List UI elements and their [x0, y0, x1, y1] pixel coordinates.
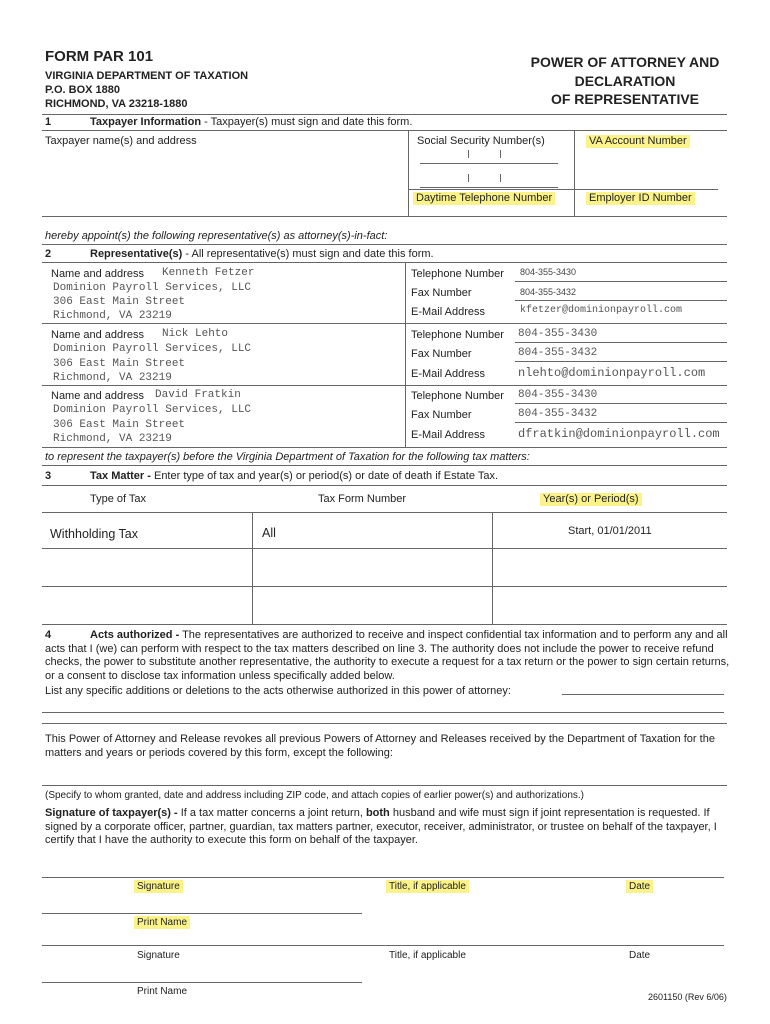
section2-number: 2: [45, 248, 52, 260]
form-title: [500, 53, 750, 109]
section3-instruction: Enter type of tax and year(s) or period(s) or date of death if Estate Tax.: [150, 470, 499, 482]
rep1-name-label: Name and address: [51, 268, 144, 280]
rep2-tel-label: Telephone Number: [411, 329, 504, 341]
agency-name: VIRGINIA DEPARTMENT OF TAXATION: [45, 70, 249, 82]
section2-heading-line: [90, 248, 434, 261]
title-label-1: Title, if applicable: [386, 880, 469, 893]
print-name-label-1: Print Name: [134, 916, 190, 929]
form-id: FORM PAR 101: [45, 48, 154, 65]
ssn-field[interactable]: [420, 150, 558, 190]
represent-text: to represent the taxpayer(s) before the Virginia Department of Taxation for the following tax matters:: [45, 451, 530, 463]
form-title-line2: DECLARATION: [574, 72, 676, 89]
tax-type-cell[interactable]: Withholding Tax: [50, 527, 139, 541]
rep3-city: Richmond, VA 23219: [53, 433, 172, 445]
date-label-2: Date: [629, 950, 651, 961]
rep2-company: Dominion Payroll Services, LLC: [53, 343, 252, 355]
rep1-tel[interactable]: 804-355-3430: [520, 267, 577, 277]
section3-number: 3: [45, 470, 52, 482]
rep1-email[interactable]: kfetzer@dominionpayroll.com: [520, 305, 683, 316]
rep2-city: Richmond, VA 23219: [53, 372, 172, 384]
rep3-name: David Fratkin: [155, 389, 241, 401]
title-label-2: Title, if applicable: [389, 950, 466, 961]
signature-line-1[interactable]: [42, 855, 724, 877]
section2-instruction: - All representative(s) must sign and date this form.: [182, 248, 434, 260]
section4-text: [45, 629, 730, 683]
rep1-email-label: E-Mail Address: [411, 306, 485, 318]
rep3-tel-label: Telephone Number: [411, 390, 504, 402]
form-title-line1: POWER OF ATTORNEY AND: [530, 54, 720, 70]
rep1-fax-label: Fax Number: [411, 287, 472, 299]
rep2-name-label: Name and address: [51, 329, 144, 341]
tax-period-cell[interactable]: Start, 01/01/2011: [568, 525, 652, 537]
signature-text-b: husband and wife must sign if joint representation is requested. If signed by a corporate officer, partner, guardian, tax matters partner, executor, receiver, administrator, or trustee on behalf of the taxpayer, I certify that I have the authority to execute this form on behalf of the taxpayer.: [45, 807, 717, 846]
signature-text-both: both: [365, 807, 390, 819]
tax-form-cell[interactable]: All: [262, 526, 276, 540]
revoke-exceptions-field[interactable]: [42, 770, 727, 785]
rep3-email-label: E-Mail Address: [411, 429, 485, 441]
agency-city: RICHMOND, VA 23218-1880: [45, 98, 188, 110]
section3-heading-line: [90, 470, 498, 483]
print-name-label-2: Print Name: [137, 986, 188, 997]
taxpayer-names-field[interactable]: [45, 150, 400, 210]
print-name-line-2[interactable]: [42, 964, 362, 982]
rep2-fax-label: Fax Number: [411, 348, 472, 360]
rep3-name-label: Name and address: [51, 390, 144, 402]
rep3-email[interactable]: dfratkin@dominionpayroll.com: [518, 427, 720, 441]
section1-heading: Taxpayer Information: [90, 116, 202, 128]
rep1-tel-label: Telephone Number: [411, 268, 504, 280]
rep2-email[interactable]: nlehto@dominionpayroll.com: [518, 366, 706, 380]
rep1-name: Kenneth Fetzer: [162, 267, 255, 279]
signature-line-2[interactable]: [42, 925, 724, 945]
signature-instructions: [45, 807, 727, 848]
section4-heading: Acts authorized -: [90, 629, 180, 641]
specify-text: (Specify to whom granted, date and address including ZIP code, and attach copies of earlier power(s) and authorizations.): [45, 790, 585, 801]
form-title-line3: OF REPRESENTATIVE: [550, 91, 700, 107]
list-additions-line-2[interactable]: [42, 700, 724, 712]
list-additions-label: List any specific additions or deletions to the acts otherwise authorized in this power of attorney:: [45, 685, 511, 697]
rep3-company: Dominion Payroll Services, LLC: [53, 404, 252, 416]
form-code: 2601150 (Rev 6/06): [648, 992, 727, 1002]
va-account-label: VA Account Number: [586, 135, 690, 148]
section1-heading-line: [90, 116, 412, 129]
employer-id-label: Employer ID Number: [586, 192, 695, 205]
list-additions-field[interactable]: [560, 684, 725, 694]
taxpayer-names-label: Taxpayer name(s) and address: [45, 135, 197, 147]
ssn-label: Social Security Number(s): [417, 135, 545, 147]
rep1-street: 306 East Main Street: [53, 296, 186, 308]
signature-label-2: Signature: [137, 950, 180, 961]
va-account-field[interactable]: [586, 150, 716, 186]
date-label-1: Date: [626, 880, 653, 893]
section1-number: 1: [45, 116, 52, 128]
signature-label-1: Signature: [134, 880, 183, 893]
appoint-text: hereby appoint(s) the following representative(s) as attorney(s)-in-fact:: [45, 230, 388, 242]
rep2-email-label: E-Mail Address: [411, 368, 485, 380]
rep3-fax-label: Fax Number: [411, 409, 472, 421]
section1-instruction: - Taxpayer(s) must sign and date this form.: [201, 116, 413, 128]
section2-heading: Representative(s): [90, 248, 183, 260]
rep2-name: Nick Lehto: [162, 328, 229, 340]
section4-number: 4: [45, 629, 52, 641]
rep2-street: 306 East Main Street: [53, 358, 186, 370]
agency-po-box: P.O. BOX 1880: [45, 84, 121, 96]
revoke-text: This Power of Attorney and Release revokes all previous Powers of Attorney and Releases received by the Department of Taxation for the matters and years or periods covered by this form, except the following:: [45, 733, 715, 759]
section4-body: The representatives are authorized to receive and inspect confidential tax information and to perform any and all acts that I (we) can perform with respect to the tax matters described on line 3. The authority does not include the power to receive refund checks, the power to substitute another representative, the authority to execute a request for a tax return or the power to sign certain returns, or a consent to disclose tax information unless specifically added below.: [45, 629, 730, 682]
rep2-tel[interactable]: 804-355-3430: [518, 328, 598, 340]
rep3-street: 306 East Main Street: [53, 419, 186, 431]
section3-heading: Tax Matter -: [90, 470, 151, 482]
rep3-tel[interactable]: 804-355-3430: [518, 389, 598, 401]
daytime-phone-label: Daytime Telephone Number: [413, 192, 555, 205]
rep1-fax[interactable]: 804-355-3432: [520, 287, 577, 297]
rep1-company: Dominion Payroll Services, LLC: [53, 282, 252, 294]
rep1-city: Richmond, VA 23219: [53, 310, 172, 322]
signature-text-a: If a tax matter concerns a joint return,: [177, 807, 366, 819]
col-year-period: Year(s) or Period(s): [540, 493, 642, 506]
print-name-line-1[interactable]: [42, 895, 362, 913]
rep3-fax[interactable]: 804-355-3432: [518, 408, 598, 420]
signature-heading: Signature of taxpayer(s) -: [45, 807, 178, 819]
col-type-of-tax: Type of Tax: [90, 493, 147, 505]
col-tax-form-number: Tax Form Number: [318, 493, 407, 505]
rep2-fax[interactable]: 804-355-3432: [518, 347, 598, 359]
